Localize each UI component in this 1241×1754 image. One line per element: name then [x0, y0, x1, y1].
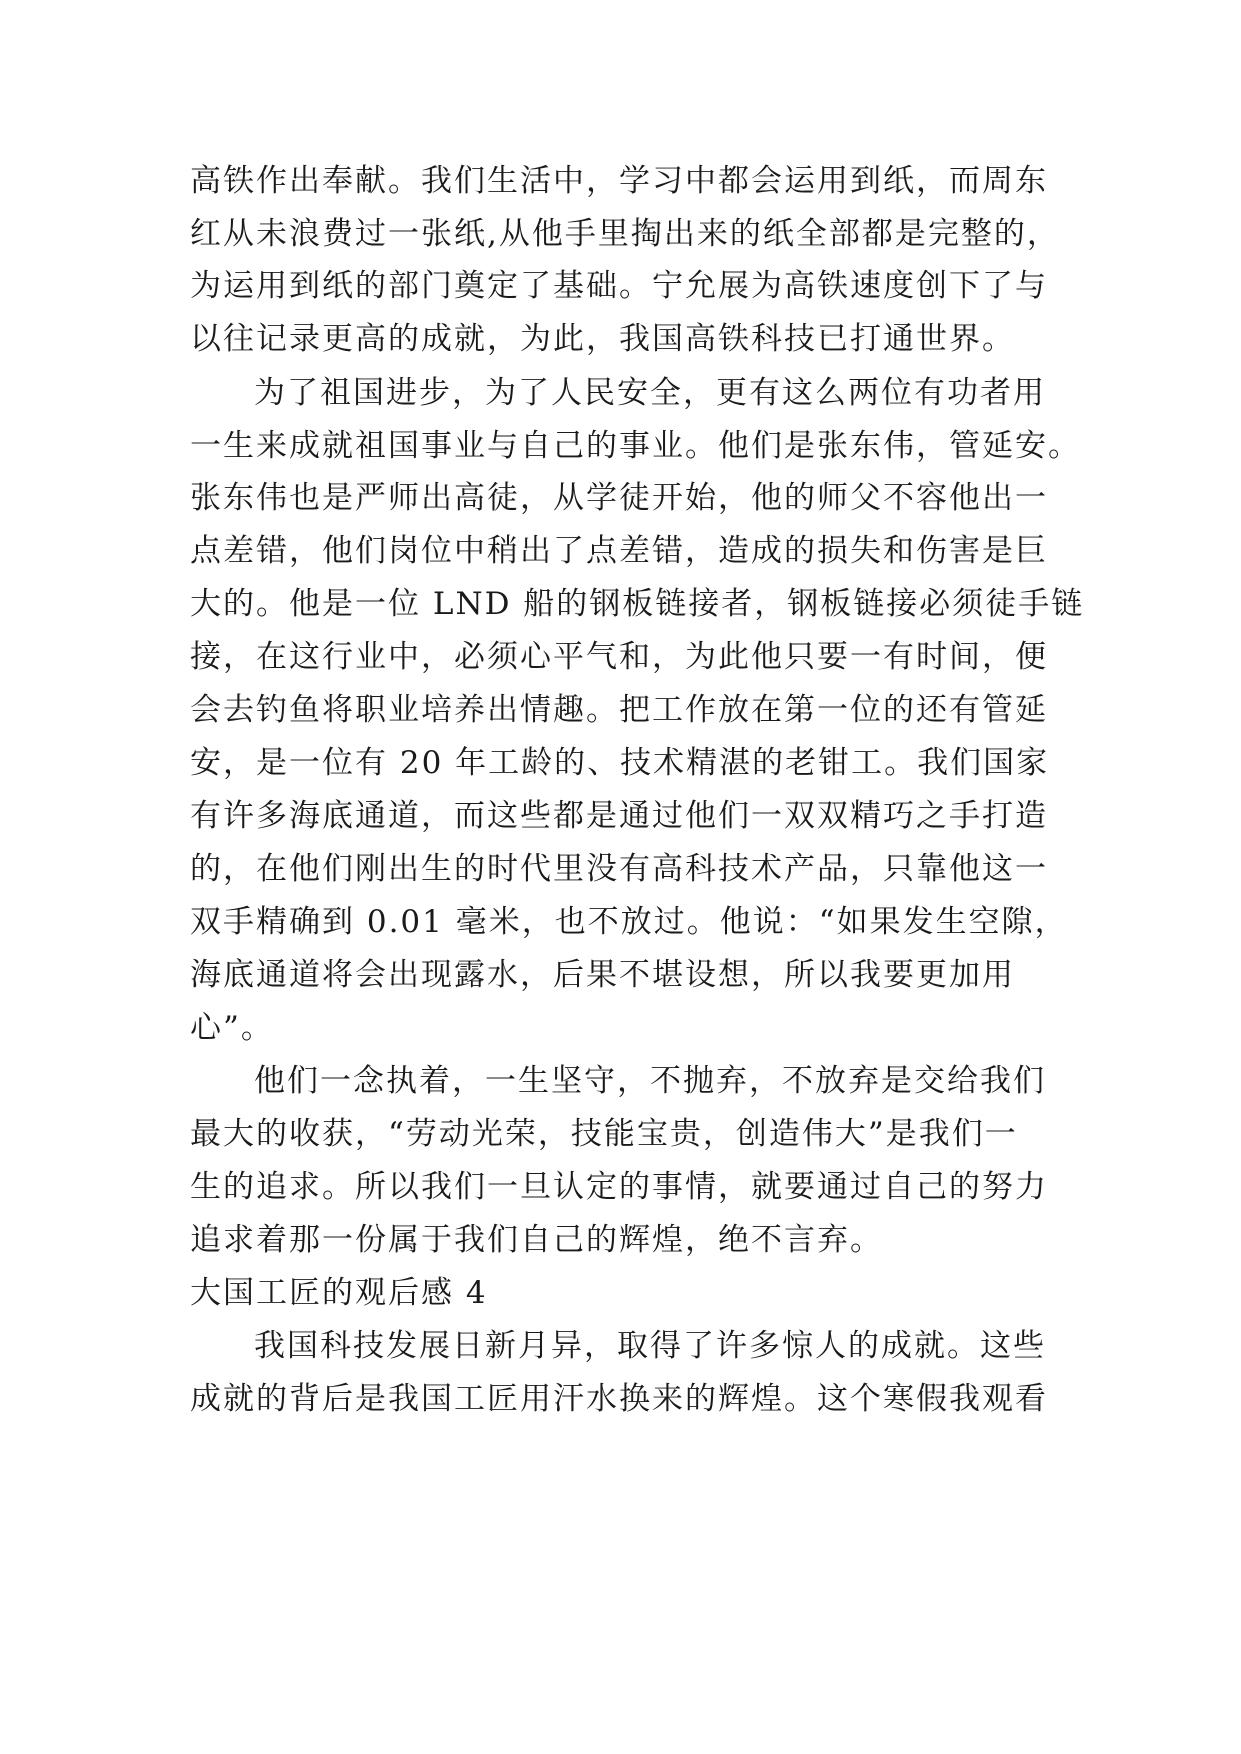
text-line: 的，在他们刚出生的时代里没有高科技术产品，只靠他这一	[190, 851, 1048, 887]
text-line: 会去钓鱼将职业培养出情趣。把工作放在第一位的还有管延	[190, 692, 1048, 728]
paragraph-start-line: 他们一念执着，一生坚守，不抛弃，不放弃是交给我们	[254, 1063, 1046, 1099]
text-line: 红从未浪费过一张纸,从他手里掏出来的纸全部都是完整的，	[190, 216, 1060, 252]
text-line: 以往记录更高的成就，为此，我国高铁科技已打通世界。	[190, 321, 1015, 357]
text-line: 点差错，他们岗位中稍出了点差错，造成的损失和伤害是巨	[190, 533, 1048, 569]
text-line: 最大的收获，“劳动光荣，技能宝贵，创造伟大”是我们一	[190, 1116, 1018, 1152]
text-line: 海底通道将会出现露水，后果不堪设想，所以我要更加用	[190, 957, 1015, 993]
text-line: 有许多海底通道，而这些都是通过他们一双双精巧之手打造	[190, 798, 1048, 834]
text-line: 一生来成就祖国事业与自己的事业。他们是张东伟，管延安。	[190, 428, 1081, 464]
text-line: 成就的背后是我国工匠用汗水换来的辉煌。这个寒假我观看	[190, 1381, 1048, 1417]
text-line: 张东伟也是严师出高徒，从学徒开始，他的师父不容他出一	[190, 480, 1048, 516]
text-line: 接，在这行业中，必须心平气和，为此他只要一有时间，便	[190, 639, 1048, 675]
text-line: 高铁作出奉献。我们生活中，学习中都会运用到纸，而周东	[190, 163, 1048, 199]
text-line: 大的。他是一位 LND 船的钢板链接者，钢板链接必须徒手链	[190, 586, 1085, 622]
paragraph-start-line: 我国科技发展日新月异，取得了许多惊人的成就。这些	[254, 1328, 1046, 1364]
text-line: 为运用到纸的部门奠定了基础。宁允展为高铁速度创下了与	[190, 268, 1048, 304]
text-line: 安，是一位有 20 年工龄的、技术精湛的老钳工。我们国家	[190, 745, 1050, 781]
text-line: 生的追求。所以我们一旦认定的事情，就要通过自己的努力	[190, 1169, 1048, 1205]
section-heading: 大国工匠的观后感 4	[190, 1275, 488, 1311]
text-line: 追求着那一份属于我们自己的辉煌，绝不言弃。	[190, 1222, 883, 1258]
text-line: 双手精确到 0.01 毫米，也不放过。他说：“如果发生空隙，	[190, 904, 1068, 940]
paragraph-start-line: 为了祖国进步，为了人民安全，更有这么两位有功者用	[254, 375, 1046, 411]
text-line: 心”。	[190, 1010, 274, 1046]
